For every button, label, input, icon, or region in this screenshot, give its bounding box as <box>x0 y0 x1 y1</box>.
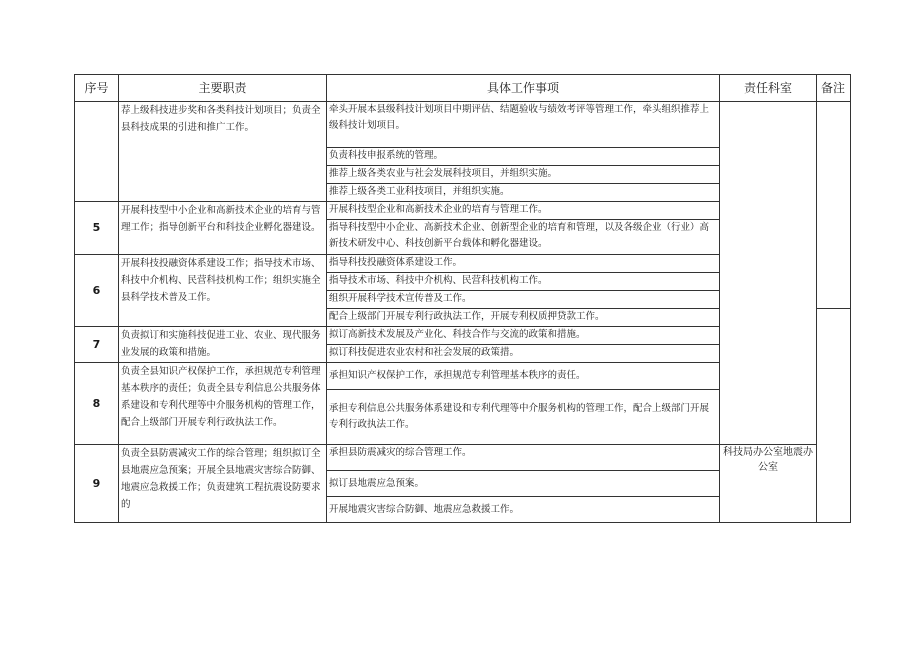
row-seq: 5 <box>75 202 119 255</box>
row-remark <box>817 309 851 523</box>
header-duty: 主要职责 <box>119 75 327 102</box>
row-task: 开展科技型企业和高新技术企业的培育与管理工作。 <box>327 202 720 220</box>
row-duty: 荐上级科技进步奖和各类科技计划项目；负责全县科技成果的引进和推广工作。 <box>119 102 327 202</box>
header-tasks: 具体工作事项 <box>327 75 720 102</box>
row-remark <box>817 102 851 309</box>
row-duty: 开展科技投融资体系建设工作；指导技术市场、科技中介机构、民营科技机构工作；组织实施全县科学技术普及工作。 <box>119 255 327 327</box>
row-office: 科技局办公室地震办公室 <box>720 445 817 523</box>
row-task: 推荐上级各类农业与社会发展科技项目，并组织实施。 <box>327 166 720 184</box>
row-task: 承担专利信息公共服务体系建设和专利代理等中介服务机构的管理工作，配合上级部门开展专利行政执法工作。 <box>327 390 720 445</box>
row-seq: 7 <box>75 327 119 363</box>
duties-table <box>74 74 851 523</box>
row-task: 指导科技投融资体系建设工作。 <box>327 255 720 273</box>
row-office <box>720 102 817 445</box>
row-duty: 负责全县知识产权保护工作，承担规范专利管理基本秩序的责任；负责全县专利信息公共服务体系建设和专利代理等中介服务机构的管理工作，配合上级部门开展专利行政执法工作。 <box>119 363 327 445</box>
row-duty: 开展科技型中小企业和高新技术企业的培育与管理工作；指导创新平台和科技企业孵化器建设。 <box>119 202 327 255</box>
row-task: 拟订县地震应急预案。 <box>327 471 720 497</box>
row-duty: 负责拟订和实施科技促进工业、农业、现代服务业发展的政策和措施。 <box>119 327 327 363</box>
header-office: 责任科室 <box>720 75 817 102</box>
row-task: 指导科技型中小企业、高新技术企业、创新型企业的培育和管理，以及各级企业（行业）高新技术研发中心、科技创新平台载体和孵化器建设。 <box>327 220 720 255</box>
row-task: 配合上级部门开展专利行政执法工作，开展专利权质押贷款工作。 <box>327 309 720 327</box>
row-duty: 负责全县防震减灾工作的综合管理；组织拟订全县地震应急预案；开展全县地震灾害综合防御、地震应急救援工作；负责建筑工程抗震设防要求的 <box>119 445 327 523</box>
row-task: 推荐上级各类工业科技项目，并组织实施。 <box>327 184 720 202</box>
header-seq: 序号 <box>75 75 119 102</box>
row-task: 牵头开展本县级科技计划项目中期评估、结题验收与绩效考评等管理工作，牵头组织推荐上级科技计划项目。 <box>327 102 720 148</box>
header-remark: 备注 <box>817 75 851 102</box>
row-task: 开展地震灾害综合防御、地震应急救援工作。 <box>327 497 720 523</box>
table-row <box>75 445 851 471</box>
row-seq <box>75 102 119 202</box>
table-header-row <box>75 75 851 102</box>
row-task: 拟订高新技术发展及产业化、科技合作与交流的政策和措施。 <box>327 327 720 345</box>
row-task: 承担县防震减灾的综合管理工作。 <box>327 445 720 471</box>
row-task: 组织开展科学技术宣传普及工作。 <box>327 291 720 309</box>
row-seq: 6 <box>75 255 119 327</box>
row-seq: 9 <box>75 445 119 523</box>
row-task: 拟订科技促进农业农村和社会发展的政策措。 <box>327 345 720 363</box>
table-row <box>75 102 851 148</box>
row-task: 指导技术市场、科技中介机构、民营科技机构工作。 <box>327 273 720 291</box>
row-task: 负责科技申报系统的管理。 <box>327 148 720 166</box>
row-seq: 8 <box>75 363 119 445</box>
row-task: 承担知识产权保护工作，承担规范专利管理基本秩序的责任。 <box>327 363 720 390</box>
